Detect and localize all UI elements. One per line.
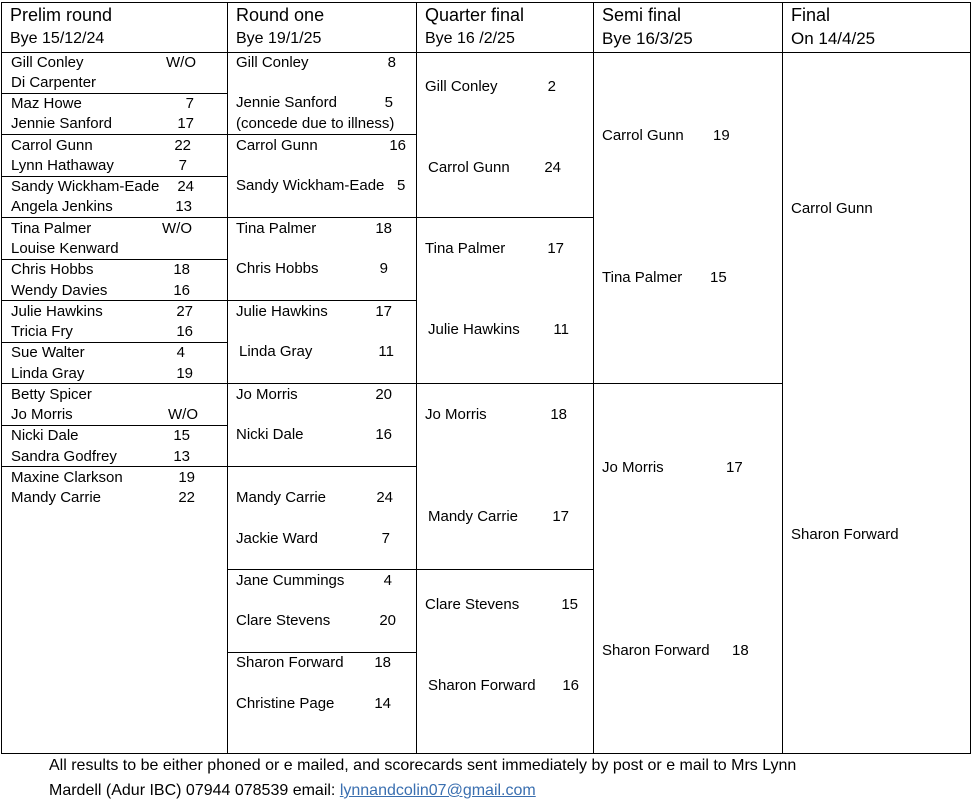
header-title: Quarter final [425, 5, 525, 25]
player-name: Julie Hawkins [11, 303, 103, 320]
player-name: Christine Page [236, 695, 335, 712]
player-score: 22 [178, 489, 195, 506]
player-name: Jennie Sanford [11, 115, 112, 132]
player-name: Linda Gray [239, 343, 313, 360]
player-score: 7 [178, 157, 187, 174]
player-name: Wendy Davies [11, 282, 108, 299]
player-name: Carrol Gunn [236, 137, 318, 154]
player-score: 13 [175, 198, 192, 215]
player-score: 27 [176, 303, 193, 320]
player-name: Mandy Carrie [428, 508, 519, 525]
header-title: Round one [236, 5, 325, 25]
player-name: Nicki Dale [11, 427, 79, 444]
player-score: 16 [389, 137, 406, 154]
player-name: Chris Hobbs [236, 260, 319, 277]
player-score: 19 [178, 469, 195, 486]
player-score: 19 [176, 365, 193, 382]
player-name: Clare Stevens [425, 596, 520, 613]
header-date: Bye 16/3/25 [602, 29, 693, 48]
player-name: Di Carpenter [11, 74, 97, 91]
player-score: 17 [547, 240, 564, 257]
player-name: Chris Hobbs [11, 261, 94, 278]
player-score: 7 [381, 530, 390, 547]
player-name: Tina Palmer [236, 220, 317, 237]
player-score: W/O [166, 54, 196, 71]
player-score: 16 [173, 282, 190, 299]
player-score: 4 [383, 572, 392, 589]
player-name: Sandy Wickham-Eade [236, 177, 385, 194]
header-date: On 14/4/25 [791, 29, 876, 48]
player-name: Gill Conley [11, 54, 84, 71]
player-name: Mandy Carrie [11, 489, 102, 506]
player-score: 5 [384, 94, 393, 111]
player-score: 11 [553, 321, 569, 338]
player-score: 9 [379, 260, 388, 277]
player-name: Jennie Sanford [236, 94, 337, 111]
player-name: Carrol Gunn [428, 159, 510, 176]
player-score: 13 [173, 448, 190, 465]
player-name: Carrol Gunn [791, 200, 873, 217]
footer-contact: Mardell (Adur IBC) 07944 078539 email: [49, 782, 340, 799]
player-score: 22 [174, 137, 191, 154]
player-name: Maz Howe [11, 95, 82, 112]
player-name: Tina Palmer [11, 220, 92, 237]
player-name: Sharon Forward [428, 677, 536, 694]
player-name: Jo Morris [425, 406, 487, 423]
player-score: 4 [176, 344, 185, 361]
player-name: Angela Jenkins [11, 198, 113, 215]
player-name: Clare Stevens [236, 612, 331, 629]
player-name: Mandy Carrie [236, 489, 327, 506]
player-name: Sharon Forward [236, 654, 344, 671]
player-score: 16 [375, 426, 392, 443]
player-score: 18 [550, 406, 567, 423]
player-name: Carrol Gunn [11, 137, 93, 154]
player-name: Sue Walter [11, 344, 85, 361]
player-score: 18 [732, 642, 749, 659]
player-score: 7 [185, 95, 194, 112]
player-score: 24 [177, 178, 194, 195]
player-name: Gill Conley [425, 78, 498, 95]
player-score: 24 [544, 159, 561, 176]
player-name: Sharon Forward [791, 526, 899, 543]
player-name: Jackie Ward [236, 530, 318, 547]
player-score: 18 [375, 220, 392, 237]
player-score: 5 [397, 177, 406, 194]
footer-line-2 [49, 782, 536, 800]
player-score: 8 [387, 54, 396, 71]
player-name: Jo Morris [236, 386, 298, 403]
player-name: Sandy Wickham-Eade [11, 178, 160, 195]
player-score: 17 [726, 459, 743, 476]
player-name: Sandra Godfrey [11, 448, 117, 465]
player-name: Louise Kenward [11, 240, 119, 257]
header-title: Final [791, 5, 831, 25]
player-score: 16 [562, 677, 579, 694]
player-score: 20 [375, 386, 392, 403]
email-link[interactable]: lynnandcolin07@gmail.com [339, 782, 536, 799]
player-score: 15 [173, 427, 190, 444]
player-name: Jo Morris [602, 459, 664, 476]
player-name: Tina Palmer [602, 269, 683, 286]
player-score: 17 [552, 508, 569, 525]
player-score: 20 [379, 612, 396, 629]
player-name: Gill Conley [236, 54, 309, 71]
player-name: Julie Hawkins [428, 321, 520, 338]
header-date: Bye 19/1/25 [236, 30, 322, 47]
player-name: Tina Palmer [425, 240, 506, 257]
player-score: 18 [173, 261, 190, 278]
player-score: 24 [376, 489, 393, 506]
footer-line-1: All results to be either phoned or e mailed, and scorecards sent immediately by post or e mail to Mrs Lynn [49, 757, 797, 774]
player-score: 15 [561, 596, 578, 613]
player-score: 15 [710, 269, 727, 286]
player-name: Maxine Clarkson [11, 469, 123, 486]
concede-note: (concede due to illness) [236, 115, 395, 132]
player-score: 17 [375, 303, 392, 320]
player-score: 19 [713, 127, 730, 144]
player-score: 18 [374, 654, 391, 671]
player-name: Betty Spicer [11, 386, 92, 403]
header-date: Bye 16 /2/25 [425, 30, 515, 47]
header-title: Prelim round [10, 5, 113, 25]
player-name: Jane Cummings [236, 572, 345, 589]
player-score: 11 [378, 343, 394, 360]
player-name: Julie Hawkins [236, 303, 328, 320]
player-name: Jo Morris [11, 406, 73, 423]
player-name: Sharon Forward [602, 642, 710, 659]
player-score: W/O [168, 406, 198, 423]
player-score: 16 [176, 323, 193, 340]
player-name: Nicki Dale [236, 426, 304, 443]
player-score: W/O [162, 220, 192, 237]
player-score: 17 [177, 115, 194, 132]
player-score: 2 [547, 78, 556, 95]
header-date: Bye 15/12/24 [10, 30, 105, 47]
player-name: Tricia Fry [11, 323, 73, 340]
player-score: 14 [374, 695, 391, 712]
header-title: Semi final [602, 5, 682, 25]
player-name: Lynn Hathaway [11, 157, 114, 174]
player-name: Linda Gray [11, 365, 85, 382]
player-name: Carrol Gunn [602, 127, 684, 144]
